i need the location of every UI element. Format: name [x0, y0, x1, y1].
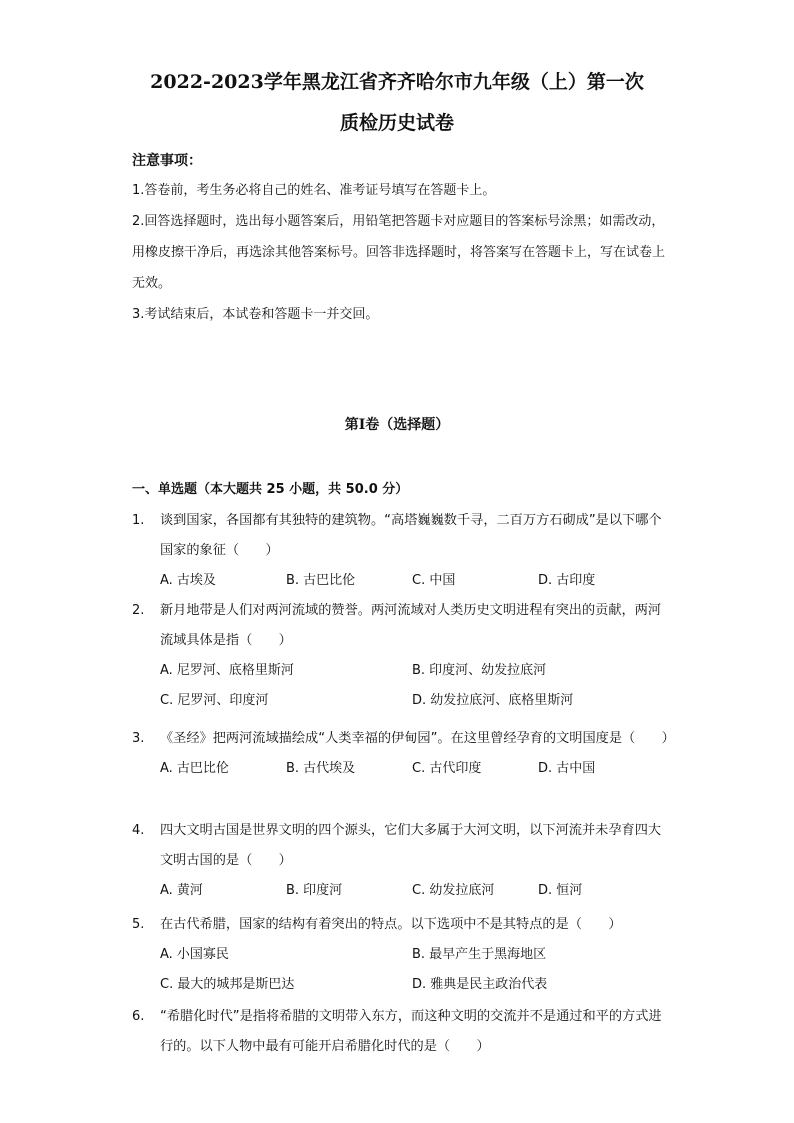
- section-title: 第I卷（选择题）: [344, 417, 450, 433]
- question-stem: 在古代希腊，国家的结构有着突出的特点。以下选项中不是其特点的是（ ）: [160, 917, 622, 932]
- option-c: C. 尼罗河、印度河: [160, 693, 269, 708]
- question-options: [160, 876, 672, 906]
- note-item-1: 1.答卷前，考生务必将自己的姓名、准考证号填写在答题卡上。: [132, 183, 496, 198]
- option-d: D. 幼发拉底河、底格里斯河: [412, 693, 574, 708]
- question-options: [160, 566, 672, 596]
- option-a: A. 古巴比伦: [160, 761, 229, 776]
- question-stem: 四大文明古国是世界文明的四个源头，它们大多属于大河文明，以下河流并未孕育四大文明古国的是（ ）: [160, 823, 662, 868]
- option-b: B. 印度河: [286, 883, 343, 898]
- note-item-3: 3.考试结束后，本试卷和答题卡一并交回。: [132, 307, 379, 322]
- option-d: D. 恒河: [538, 883, 583, 898]
- option-c: C. 古代印度: [412, 761, 482, 776]
- question-options-row-2: [160, 686, 672, 716]
- part-heading: 一、单选题（本大题共 25 小题，共 50.0 分）: [132, 482, 409, 497]
- question-number: 5.: [132, 917, 145, 932]
- question-options-row-1: [160, 656, 672, 686]
- question-1: [132, 506, 672, 596]
- option-a: A. 古埃及: [160, 573, 216, 588]
- option-c: C. 最大的城邦是斯巴达: [160, 977, 295, 992]
- question-stem: “希腊化时代”是指将希腊的文明带入东方，而这种文明的交流并不是通过和平的方式进行的。以下人物中最有可能开启希腊化时代的是（ ）: [160, 1009, 662, 1054]
- option-d: D. 古中国: [538, 761, 596, 776]
- question-number: 1.: [132, 513, 145, 528]
- option-b: B. 古巴比伦: [286, 573, 356, 588]
- option-a: A. 黄河: [160, 883, 203, 898]
- notes-heading: 注意事项：: [132, 153, 202, 169]
- question-number: 4.: [132, 823, 145, 838]
- option-d: D. 雅典是民主政治代表: [412, 977, 548, 992]
- question-stem: 新月地带是人们对两河流域的赞誉。两河流域对人类历史文明进程有突出的贡献，两河流域具体是指（ ）: [160, 603, 662, 648]
- question-stem: 《圣经》把两河流域描绘成“人类幸福的伊甸园”。在这里曾经孕育的文明国度是（ ）: [160, 731, 675, 746]
- question-number: 3.: [132, 731, 145, 746]
- option-a: A. 小国寡民: [160, 947, 229, 962]
- question-2: [132, 596, 672, 716]
- question-options-row-1: [160, 940, 672, 970]
- option-b: B. 最早产生于黑海地区: [412, 947, 547, 962]
- question-number: 6.: [132, 1009, 145, 1024]
- note-item-2: 2.回答选择题时，选出每小题答案后，用铅笔把答题卡对应题目的答案标号涂黑；如需改动，用橡皮擦干净后，再选涂其他答案标号。回答非选择题时，将答案写在答题卡上，写在试卷上无效。: [132, 214, 666, 291]
- option-c: C. 幼发拉底河: [412, 883, 495, 898]
- option-b: B. 古代埃及: [286, 761, 356, 776]
- question-options-row-2: [160, 970, 672, 1000]
- question-options: [160, 754, 672, 784]
- exam-title-line-1: 2022-2023学年黑龙江省齐齐哈尔市九年级（上）第一次: [150, 71, 644, 93]
- question-3: [132, 724, 675, 784]
- option-d: D. 古印度: [538, 573, 596, 588]
- question-4: [132, 816, 672, 906]
- option-c: C. 中国: [412, 573, 456, 588]
- question-stem: 谈到国家，各国都有其独特的建筑物。“高塔巍巍数千寻，二百万方石砌成”是以下哪个国家的象征（ ）: [160, 513, 662, 558]
- exam-title-line-2: 质检历史试卷: [339, 112, 454, 134]
- question-5: [132, 910, 672, 1000]
- option-b: B. 印度河、幼发拉底河: [412, 663, 547, 678]
- question-6: [132, 1002, 672, 1062]
- question-number: 2.: [132, 603, 145, 618]
- option-a: A. 尼罗河、底格里斯河: [160, 663, 294, 678]
